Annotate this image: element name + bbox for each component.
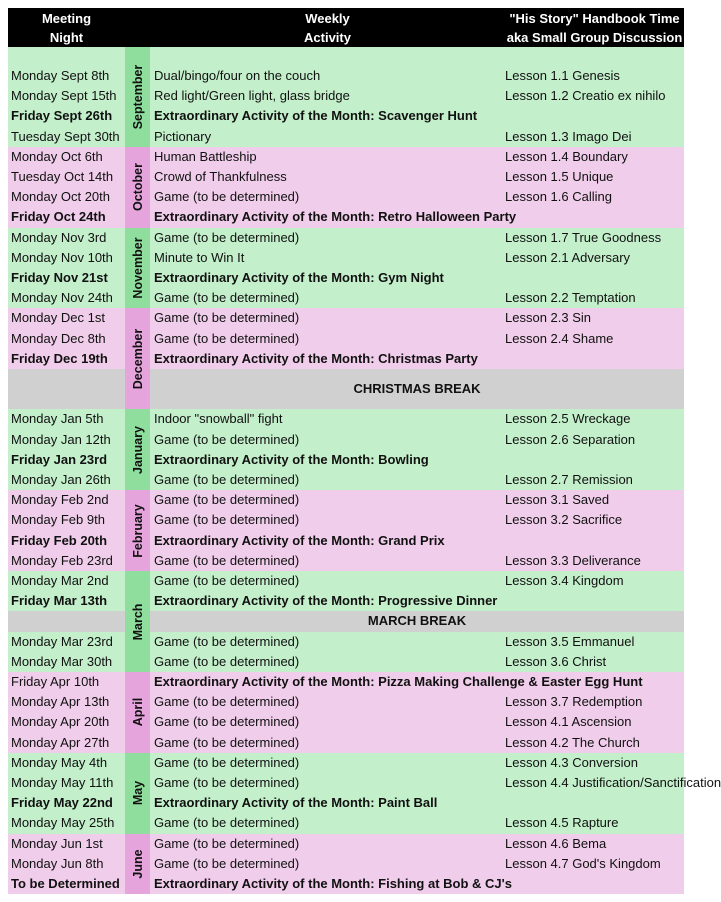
lesson: Lesson 3.3 Deliverance xyxy=(505,552,641,568)
lesson: Lesson 1.3 Imago Dei xyxy=(505,128,632,144)
activity: Extraordinary Activity of the Month: Grand Prix xyxy=(154,532,445,548)
lesson: Lesson 4.4 Justification/Sanctification xyxy=(505,775,721,790)
lesson: Lesson 2.6 Separation xyxy=(505,431,636,447)
lesson: Lesson 2.7 Remission xyxy=(505,472,633,487)
activity: Game (to be determined) xyxy=(154,431,300,447)
lesson: Lesson 1.1 Genesis xyxy=(505,68,620,83)
lesson: Lesson 1.6 Calling xyxy=(505,189,612,205)
table-row xyxy=(8,228,684,248)
month-label: May xyxy=(130,781,145,806)
meeting-date: Tuesday Sept 30th xyxy=(11,128,120,144)
meeting-date: Monday Jan 5th xyxy=(11,411,104,427)
table-row xyxy=(8,733,684,753)
table-row xyxy=(8,329,684,349)
meeting-date: Monday Mar 23rd xyxy=(11,633,113,649)
table-row xyxy=(8,147,684,167)
activity: Game (to be determined) xyxy=(154,855,300,871)
table-row xyxy=(8,551,684,571)
month-september xyxy=(125,47,150,147)
meeting-date: Monday Feb 9th xyxy=(11,512,105,528)
meeting-date: Monday Sept 15th xyxy=(11,88,117,104)
lesson: Lesson 2.5 Wreckage xyxy=(505,411,631,427)
spacer-row xyxy=(8,47,684,66)
table-row xyxy=(8,531,684,551)
meeting-date: Friday Jan 23rd xyxy=(11,451,108,467)
meeting-date: Monday Jan 12th xyxy=(11,431,111,447)
meeting-date: Monday Apr 27th xyxy=(11,734,110,750)
table-row xyxy=(8,308,684,328)
header-meeting-line1: Meeting xyxy=(41,11,92,26)
lesson: Lesson 4.6 Bema xyxy=(505,835,607,851)
lesson: Lesson 3.4 Kingdom xyxy=(505,573,624,588)
meeting-date: Monday May 25th xyxy=(11,815,115,831)
lesson: Lesson 3.2 Sacrifice xyxy=(505,512,623,528)
christmas-break-row xyxy=(8,369,684,409)
month-label: November xyxy=(130,237,145,299)
month-label: March xyxy=(130,603,145,640)
lesson: Lesson 1.5 Unique xyxy=(505,169,614,184)
activity: Game (to be determined) xyxy=(154,512,300,528)
meeting-date: Monday Sept 8th xyxy=(11,68,110,83)
activity: Extraordinary Activity of the Month: Fishing at Bob & CJ's xyxy=(154,876,512,891)
activity: Extraordinary Activity of the Month: Retro Halloween Party xyxy=(154,209,517,225)
table-row xyxy=(8,86,684,106)
table-row xyxy=(8,167,684,187)
header-activity-line1: Weekly xyxy=(305,11,350,26)
table-row xyxy=(8,409,684,429)
activity: Game (to be determined) xyxy=(154,775,300,790)
month-december xyxy=(125,308,150,409)
activity: Game (to be determined) xyxy=(154,229,300,245)
table-row xyxy=(8,207,684,227)
table-row xyxy=(8,753,684,773)
month-february xyxy=(125,490,150,571)
meeting-date: Monday Nov 3rd xyxy=(11,229,107,245)
table-row xyxy=(8,470,684,490)
meeting-date: Monday Jan 26th xyxy=(11,472,111,487)
activity: Game (to be determined) xyxy=(154,552,300,568)
table-row xyxy=(8,510,684,530)
meeting-date: Friday Nov 21st xyxy=(11,270,108,285)
month-label: September xyxy=(130,64,145,130)
meeting-date: To be Determined xyxy=(11,876,120,891)
activity: Red light/Green light, glass bridge xyxy=(154,88,350,104)
table-row xyxy=(8,430,684,450)
month-january xyxy=(125,409,150,490)
activity: Game (to be determined) xyxy=(154,290,300,306)
lesson: Lesson 1.4 Boundary xyxy=(505,148,628,164)
lesson: Lesson 2.2 Temptation xyxy=(505,290,636,306)
lesson: Lesson 2.3 Sin xyxy=(505,310,592,326)
meeting-date: Monday Jun 8th xyxy=(11,855,104,871)
lesson: Lesson 4.7 God's Kingdom xyxy=(505,855,661,871)
month-label: January xyxy=(130,425,145,474)
activity: Dual/bingo/four on the couch xyxy=(154,68,321,83)
meeting-date: Monday Mar 2nd xyxy=(11,573,109,588)
activity: Extraordinary Activity of the Month: Progressive Dinner xyxy=(154,593,498,609)
meeting-date: Friday Sept 26th xyxy=(11,108,113,124)
table-row xyxy=(8,854,684,874)
lesson: Lesson 1.2 Creatio ex nihilo xyxy=(505,88,666,104)
table-row xyxy=(8,652,684,672)
table-row xyxy=(8,288,684,308)
christmas-break-label: CHRISTMAS BREAK xyxy=(353,381,481,396)
table-row xyxy=(8,66,684,86)
activity: Game (to be determined) xyxy=(154,754,300,770)
activity: Game (to be determined) xyxy=(154,633,300,649)
meeting-date: Monday Apr 20th xyxy=(11,714,110,730)
activity: Extraordinary Activity of the Month: Pizza Making Challenge & Easter Egg Hunt xyxy=(154,674,643,689)
activity: Extraordinary Activity of the Month: Paint Ball xyxy=(154,795,438,811)
march-break-label: MARCH BREAK xyxy=(367,613,467,629)
month-november xyxy=(125,228,150,309)
month-june xyxy=(125,834,150,895)
table-row xyxy=(8,773,721,793)
header-activity-line2: Activity xyxy=(304,30,351,45)
meeting-date: Friday Dec 19th xyxy=(11,350,108,366)
table-row xyxy=(8,571,684,591)
lesson: Lesson 4.1 Ascension xyxy=(505,714,632,730)
table-row xyxy=(8,874,684,894)
activity: Extraordinary Activity of the Month: Christmas Party xyxy=(154,350,478,366)
header-meeting-night xyxy=(8,9,125,47)
activity: Game (to be determined) xyxy=(154,492,300,508)
meeting-date: Monday May 11th xyxy=(11,775,114,790)
month-label: April xyxy=(130,698,145,727)
month-may xyxy=(125,753,150,834)
meeting-date: Tuesday Oct 14th xyxy=(11,169,114,184)
month-label: December xyxy=(130,328,145,390)
meeting-date: Monday Nov 24th xyxy=(11,290,113,306)
activity: Extraordinary Activity of the Month: Scavenger Hunt xyxy=(154,108,478,124)
lesson: Lesson 1.7 True Goodness xyxy=(505,229,662,245)
lesson: Lesson 3.5 Emmanuel xyxy=(505,633,635,649)
lesson: Lesson 2.4 Shame xyxy=(505,330,614,346)
activity: Extraordinary Activity of the Month: Gym Night xyxy=(154,270,444,285)
table-row xyxy=(8,349,684,369)
table-row xyxy=(8,591,684,611)
month-label: June xyxy=(130,849,145,879)
activity: Game (to be determined) xyxy=(154,330,300,346)
header-weekly-activity xyxy=(150,9,505,47)
lesson: Lesson 4.5 Rapture xyxy=(505,815,619,831)
month-label: October xyxy=(130,163,145,212)
activity: Minute to Win It xyxy=(154,249,245,265)
meeting-date: Monday Dec 8th xyxy=(11,330,106,346)
meeting-date: Friday May 22nd xyxy=(11,795,113,811)
lesson: Lesson 4.2 The Church xyxy=(505,734,640,750)
lesson: Lesson 4.3 Conversion xyxy=(505,754,638,770)
meeting-date: Monday Feb 2nd xyxy=(11,492,109,508)
meeting-date: Monday Nov 10th xyxy=(11,249,113,265)
table-row xyxy=(8,813,684,833)
table-row xyxy=(8,490,684,510)
lesson: Lesson 2.1 Adversary xyxy=(505,249,631,265)
activity: Game (to be determined) xyxy=(154,573,300,588)
table-row xyxy=(8,793,684,813)
month-october xyxy=(125,147,150,228)
table-row xyxy=(8,248,684,268)
table-row xyxy=(8,632,684,652)
activity: Extraordinary Activity of the Month: Bowling xyxy=(154,451,429,467)
meeting-date: Monday Dec 1st xyxy=(11,310,105,326)
header-handbook-line1: "His Story" Handbook Time xyxy=(509,11,680,26)
activity: Game (to be determined) xyxy=(154,815,300,831)
march-break-row xyxy=(8,611,684,631)
activity: Indoor "snowball" fight xyxy=(154,411,283,427)
month-label: February xyxy=(130,503,145,558)
month-march xyxy=(125,571,150,672)
meeting-date: Monday Feb 23rd xyxy=(11,552,113,568)
table-row xyxy=(8,834,684,854)
table-row xyxy=(8,712,684,732)
table-row xyxy=(8,187,684,207)
meeting-date: Monday Jun 1st xyxy=(11,835,103,851)
activity: Game (to be determined) xyxy=(154,310,300,326)
activity: Crowd of Thankfulness xyxy=(154,169,287,184)
meeting-date: Friday Feb 20th xyxy=(11,532,108,548)
table-header xyxy=(8,8,684,47)
header-handbook-line2: aka Small Group Discussion xyxy=(506,30,683,45)
activity: Game (to be determined) xyxy=(154,835,300,851)
meeting-date: Monday May 4th xyxy=(11,754,108,770)
lesson: Lesson 3.6 Christ xyxy=(505,653,607,669)
table-row xyxy=(8,692,684,712)
table-row xyxy=(8,106,684,126)
activity: Human Battleship xyxy=(154,148,257,164)
activity: Pictionary xyxy=(154,128,212,144)
activity: Game (to be determined) xyxy=(154,734,300,750)
meeting-date: Monday Oct 6th xyxy=(11,148,103,164)
table-row xyxy=(8,672,684,692)
lesson: Lesson 3.7 Redemption xyxy=(505,694,643,710)
meeting-date: Friday Mar 13th xyxy=(11,593,108,609)
activity: Game (to be determined) xyxy=(154,653,300,669)
meeting-date: Monday Apr 13th xyxy=(11,694,110,710)
table-row xyxy=(8,268,684,288)
lesson: Lesson 3.1 Saved xyxy=(505,492,610,508)
activity: Game (to be determined) xyxy=(154,694,300,710)
meeting-date: Friday Oct 24th xyxy=(11,209,106,225)
header-meeting-line2: Night xyxy=(49,30,84,45)
activity: Game (to be determined) xyxy=(154,472,300,487)
header-handbook-time xyxy=(505,9,684,47)
month-april xyxy=(125,672,150,753)
meeting-date: Friday Apr 10th xyxy=(11,674,100,689)
meeting-date: Monday Mar 30th xyxy=(11,653,113,669)
schedule-sheet xyxy=(8,8,721,895)
activity: Game (to be determined) xyxy=(154,189,300,205)
activity: Game (to be determined) xyxy=(154,714,300,730)
table-row xyxy=(8,127,684,147)
meeting-date: Monday Oct 20th xyxy=(11,189,110,205)
table-row xyxy=(8,450,684,470)
